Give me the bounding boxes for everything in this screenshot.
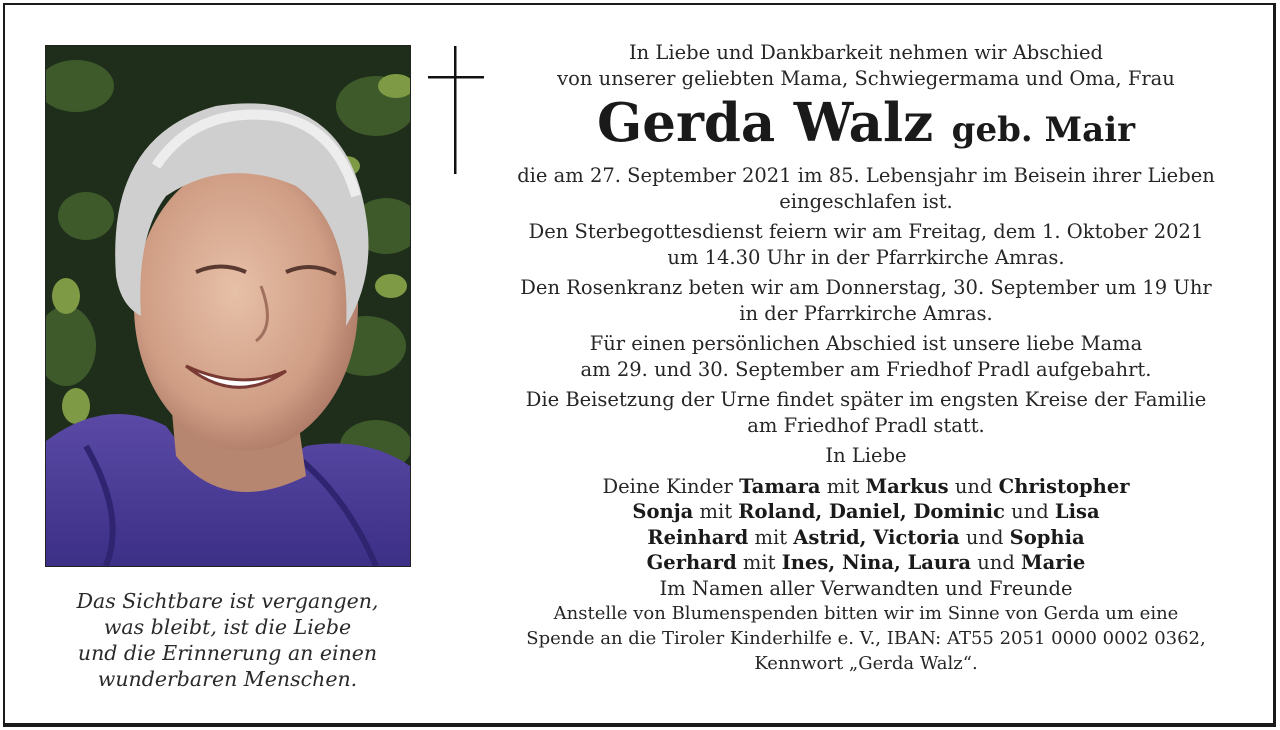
family-member: Gerhard xyxy=(646,551,737,574)
memorial-quote xyxy=(30,588,425,692)
closing-line: In Liebe xyxy=(825,444,907,467)
family-text: und xyxy=(959,525,1010,549)
rosary-line: in der Pfarrkirche Amras. xyxy=(739,301,993,325)
viewing-line: am 29. und 30. September am Friedhof Pradl aufgebahrt. xyxy=(580,357,1152,381)
relatives-line: Im Namen aller Verwandten und Freunde xyxy=(659,576,1073,600)
intro-line: von unserer geliebten Mama, Schwiegermama und Oma, Frau xyxy=(557,66,1175,90)
family-member: Astrid, Victoria xyxy=(793,525,960,549)
family-member: Christopher xyxy=(998,474,1130,498)
portrait-photo xyxy=(45,45,411,567)
viewing-line: Für einen persönlichen Abschied ist unsere liebe Mama xyxy=(589,332,1143,355)
quote-line: wunderbaren Menschen. xyxy=(97,667,358,691)
family-member: Tamara xyxy=(739,474,821,498)
family-member: Lisa xyxy=(1054,500,1100,523)
burial-line: Die Beisetzung der Urne findet später im engsten Kreise der Familie xyxy=(525,388,1207,411)
family-member: Markus xyxy=(865,474,949,498)
deceased-name xyxy=(490,93,1242,160)
service-line: um 14.30 Uhr in der Pfarrkirche Amras. xyxy=(667,245,1065,269)
family-text: und xyxy=(971,551,1022,574)
donation-line: Kennwort „Gerda Walz“. xyxy=(754,653,978,674)
burial-line: am Friedhof Pradl statt. xyxy=(747,413,985,437)
rosary-line: Den Rosenkranz beten wir am Donnerstag, 30. September um 19 Uhr xyxy=(520,276,1212,299)
portrait-image xyxy=(46,46,410,566)
family-line xyxy=(490,499,1242,525)
family-member: Sophia xyxy=(1009,525,1085,549)
cross-icon xyxy=(428,46,484,174)
quote-line: Das Sichtbare ist vergangen, xyxy=(76,589,379,613)
donation-line: Anstelle von Blumenspenden bitten wir im Sinne von Gerda um eine xyxy=(553,603,1179,624)
family-member: Reinhard xyxy=(647,525,749,549)
death-line: die am 27. September 2021 im 85. Lebensjahr im Beisein ihrer Lieben xyxy=(517,164,1215,187)
service-line: Den Sterbegottesdienst feiern wir am Freitag, dem 1. Oktober 2021 xyxy=(528,220,1204,243)
family-text: mit xyxy=(820,474,866,498)
family-member: Roland, Daniel, Dominic xyxy=(738,500,1005,523)
family-member: Sonja xyxy=(632,500,694,523)
family-text: und xyxy=(1004,500,1055,523)
family-line xyxy=(490,525,1242,551)
obituary-text xyxy=(490,40,1242,676)
death-line: eingeschlafen ist. xyxy=(779,189,953,213)
intro-line: In Liebe und Dankbarkeit nehmen wir Abschied xyxy=(628,41,1104,64)
birth-name: geb. Mair xyxy=(951,110,1136,150)
family-text: Deine Kinder xyxy=(602,474,740,498)
family-text: und xyxy=(948,474,999,498)
family-line xyxy=(490,550,1242,576)
family-line xyxy=(490,474,1242,500)
quote-line: und die Erinnerung an einen xyxy=(77,641,378,665)
family-text: mit xyxy=(693,500,739,523)
quote-line: was bleibt, ist die Liebe xyxy=(103,615,352,639)
donation-line: Spende an die Tiroler Kinderhilfe e. V., IBAN: AT55 2051 0000 0002 0362, xyxy=(526,628,1206,649)
family-text: mit xyxy=(748,525,794,549)
deceased-name-main: Gerda Walz xyxy=(596,92,934,154)
family-member: Ines, Nina, Laura xyxy=(781,551,972,574)
family-text: mit xyxy=(736,551,782,574)
family-member: Marie xyxy=(1021,551,1086,574)
